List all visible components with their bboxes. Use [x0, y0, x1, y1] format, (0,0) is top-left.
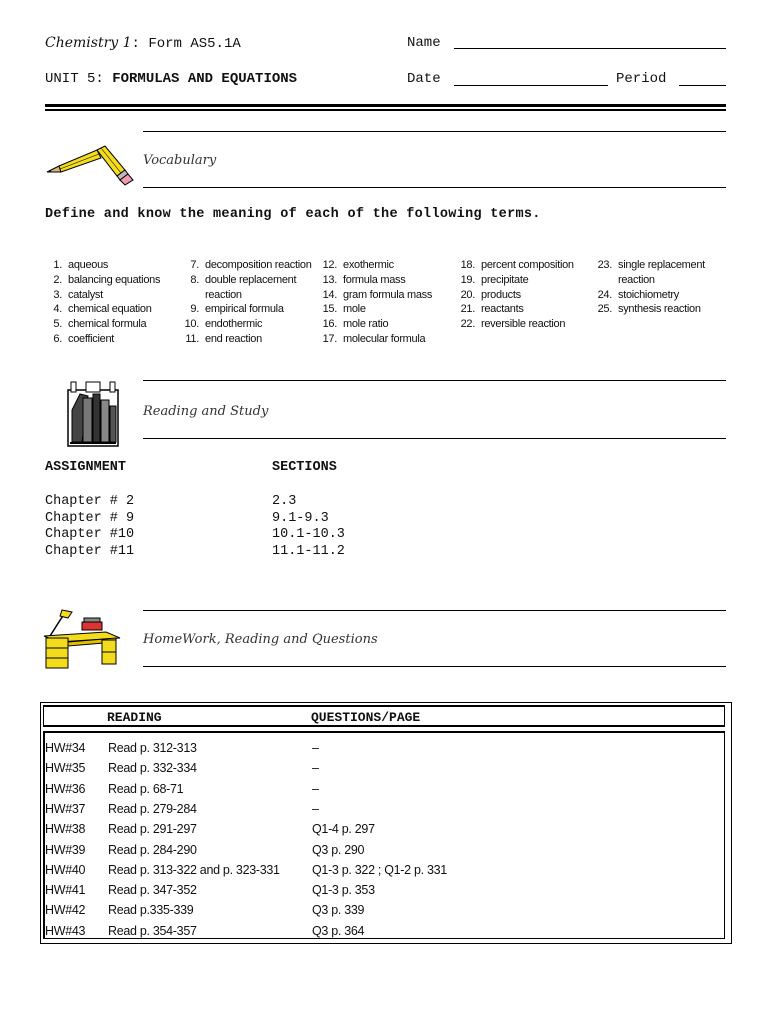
unit-heading — [45, 71, 297, 87]
unit-title: FORMULAS AND EQUATIONS — [112, 71, 298, 87]
homework-row — [45, 779, 723, 799]
vocab-term — [592, 288, 732, 303]
vocab-title: Vocabulary — [143, 153, 217, 168]
reading-band-bottom — [143, 438, 726, 439]
homework-row — [45, 819, 723, 839]
assignment-chapter: Chapter # 2 — [45, 494, 135, 509]
vocab-term-number: 23. — [597, 259, 612, 271]
course-name-script: Chemistry 1 — [45, 35, 132, 51]
form-id: : Form AS5.1A — [131, 36, 241, 52]
vocab-term — [317, 317, 457, 332]
homework-id: HW#40 — [45, 862, 86, 877]
homework-questions: – — [312, 761, 319, 776]
vocab-term-text: reactants — [481, 303, 524, 316]
name-field[interactable] — [407, 35, 441, 51]
vocab-term — [179, 288, 325, 303]
books-icon — [66, 380, 120, 448]
homework-questions: – — [312, 781, 319, 796]
vocab-term-number: 7. — [190, 259, 199, 271]
homework-row — [45, 738, 723, 758]
header-rule-thin — [45, 109, 726, 111]
assignment-sections: 11.1-11.2 — [272, 543, 345, 559]
vocab-term — [455, 302, 595, 317]
vocab-term-number: 6. — [53, 332, 62, 345]
homework-id: HW#36 — [45, 781, 86, 796]
vocab-column-3 — [317, 258, 457, 347]
vocab-term-text: single replacement — [618, 259, 705, 271]
homework-reading: Read p.335-339 — [108, 903, 194, 918]
homework-id: HW#38 — [45, 822, 86, 837]
desk-icon — [42, 608, 122, 672]
homework-table-body — [43, 731, 725, 939]
assignment-sections: 9.1-9.3 — [272, 510, 329, 526]
vocab-term-text: reaction — [618, 273, 655, 286]
vocab-term-text: stoichiometry — [618, 288, 679, 301]
homework-reading: Read p. 312-313 — [108, 741, 197, 755]
homework-questions: Q1-4 p. 297 — [312, 822, 375, 837]
unit-prefix: UNIT 5: — [45, 71, 113, 87]
homework-reading: Read p. 68-71 — [108, 781, 184, 796]
vocab-term-number: 16. — [322, 318, 337, 331]
homework-row — [45, 840, 723, 860]
homework-reading: Read p. 279-284 — [108, 801, 197, 816]
homework-id: HW#41 — [45, 883, 86, 898]
vocab-term-number: 15. — [322, 303, 337, 316]
vocab-term-text: gram formula mass — [343, 288, 433, 301]
homework-reading: Read p. 291-297 — [108, 822, 197, 837]
homework-questions: – — [312, 801, 319, 816]
vocab-term-number: 21. — [460, 303, 475, 316]
vocab-term — [592, 258, 732, 273]
vocab-term-text: double replacement — [205, 273, 297, 286]
vocab-term-number: 11. — [185, 332, 199, 345]
vocab-term-text: synthesis reaction — [618, 303, 701, 316]
homework-row — [45, 860, 723, 880]
vocab-term-number: 24. — [597, 288, 612, 301]
name-line[interactable] — [454, 48, 726, 49]
vocab-term — [455, 273, 595, 288]
vocab-term-number: 8. — [190, 273, 199, 286]
vocab-term-number: 22. — [460, 318, 475, 331]
vocab-term-number: 4. — [53, 303, 62, 316]
homework-table-header — [43, 705, 725, 727]
vocab-term-number: 9. — [190, 303, 199, 316]
vocab-term — [592, 273, 732, 288]
vocab-term-number: 19. — [460, 273, 475, 286]
vocab-column-5 — [592, 258, 732, 317]
vocab-term — [179, 332, 325, 347]
vocab-term-number: 13. — [322, 273, 337, 286]
vocab-term-number: 2. — [53, 273, 62, 286]
vocab-term — [179, 258, 325, 273]
homework-band-top — [143, 610, 726, 611]
vocab-column-4 — [455, 258, 595, 332]
vocab-term-text: endothermic — [205, 318, 263, 331]
date-field[interactable] — [407, 71, 441, 87]
assignment-chapter: Chapter # 9 — [45, 510, 135, 526]
vocab-term — [179, 302, 325, 317]
vocab-term-text: coefficient — [68, 332, 115, 345]
vocab-term — [455, 288, 595, 303]
homework-id: HW#43 — [45, 923, 86, 938]
assignment-sections: 10.1-10.3 — [272, 527, 345, 542]
course-title — [45, 35, 241, 52]
vocab-term-number: 5. — [53, 318, 62, 331]
vocab-term-text: decomposition reaction — [205, 259, 312, 271]
homework-id: HW#35 — [45, 761, 86, 776]
vocab-term-number: 25. — [597, 303, 612, 316]
date-line[interactable] — [454, 85, 608, 86]
homework-reading: Read p. 332-334 — [108, 761, 197, 776]
vocab-term-text: mole — [343, 303, 366, 316]
vocab-term-text: formula mass — [343, 273, 406, 286]
vocab-term — [42, 288, 188, 303]
pencil-icon — [45, 140, 137, 186]
sections-header: SECTIONS — [272, 460, 337, 475]
homework-questions: Q3 p. 364 — [312, 923, 365, 938]
homework-row — [45, 880, 723, 900]
homework-row — [45, 921, 723, 941]
vocab-term-text: catalyst — [68, 288, 103, 301]
vocab-term — [592, 302, 732, 317]
vocab-term-text: precipitate — [481, 273, 529, 286]
homework-row — [45, 758, 723, 778]
homework-questions: – — [312, 741, 319, 755]
vocab-term — [317, 273, 457, 288]
homework-reading: Read p. 313-322 and p. 323-331 — [108, 862, 280, 877]
name-label: Name — [407, 35, 441, 51]
vocab-term-number: 14. — [322, 288, 337, 301]
homework-questions: Q3 p. 290 — [312, 842, 365, 857]
vocab-term — [42, 302, 188, 317]
homework-band-bottom — [143, 666, 726, 667]
vocab-term — [455, 258, 595, 273]
questions-column-header: QUESTIONS/PAGE — [311, 710, 421, 725]
assignment-chapter: Chapter #11 — [45, 543, 135, 559]
vocab-column-2 — [179, 258, 325, 347]
vocab-band-top — [143, 131, 726, 132]
vocab-term-number: 12. — [322, 259, 337, 271]
header-rule-thick — [45, 104, 726, 107]
homework-reading: Read p. 354-357 — [108, 923, 197, 938]
vocab-term-text: empirical formula — [205, 303, 284, 316]
vocab-term-text: reversible reaction — [481, 318, 566, 331]
assignment-list — [45, 494, 445, 560]
vocab-term-text: chemical equation — [68, 303, 152, 316]
vocab-term-number: 17. — [322, 332, 337, 345]
homework-reading: Read p. 284-290 — [108, 842, 197, 857]
vocab-term — [317, 288, 457, 303]
vocab-column-1 — [42, 258, 188, 347]
vocab-term — [317, 302, 457, 317]
vocab-term-text: reaction — [205, 288, 242, 301]
vocab-term-number: 3. — [53, 288, 62, 301]
homework-questions: Q3 p. 339 — [312, 903, 365, 918]
vocab-term-number: 18. — [460, 259, 475, 271]
vocab-term-text: mole ratio — [343, 318, 389, 331]
vocab-term — [317, 258, 457, 273]
vocab-term-text: aqueous — [68, 259, 109, 271]
assignment-row — [45, 494, 445, 511]
vocab-term — [179, 273, 325, 288]
vocab-term-text: exothermic — [343, 259, 394, 271]
period-line[interactable] — [679, 85, 726, 86]
vocab-term — [42, 258, 188, 273]
homework-questions: Q1-3 p. 353 — [312, 883, 375, 898]
homework-id: HW#42 — [45, 903, 86, 918]
vocab-term-text: percent composition — [481, 259, 574, 271]
homework-reading: Read p. 347-352 — [108, 883, 197, 898]
homework-id: HW#34 — [45, 741, 86, 755]
assignment-row — [45, 511, 445, 528]
vocab-term — [42, 273, 188, 288]
vocab-term-number: 1. — [53, 259, 62, 271]
homework-row — [45, 900, 723, 920]
vocab-term — [455, 317, 595, 332]
reading-band-top — [143, 380, 726, 381]
homework-id: HW#39 — [45, 842, 86, 857]
vocab-term — [42, 317, 188, 332]
vocab-term-text: balancing equations — [68, 273, 161, 286]
assignment-sections: 2.3 — [272, 494, 297, 509]
homework-title: HomeWork, Reading and Questions — [143, 632, 378, 647]
reading-title: Reading and Study — [143, 404, 269, 419]
assignment-row — [45, 527, 445, 544]
period-label: Period — [616, 71, 667, 87]
assignment-chapter: Chapter #10 — [45, 527, 135, 542]
vocab-instruction: Define and know the meaning of each of the following terms. — [45, 207, 541, 222]
homework-row — [45, 799, 723, 819]
vocab-band-bottom — [143, 187, 726, 188]
period-field[interactable] — [616, 71, 666, 87]
homework-questions: Q1-3 p. 322 ; Q1-2 p. 331 — [312, 862, 447, 877]
vocab-term-text: products — [481, 288, 521, 301]
vocab-term — [42, 332, 188, 347]
reading-column-header: READING — [107, 710, 162, 725]
homework-id: HW#37 — [45, 801, 86, 816]
assignment-header: ASSIGNMENT — [45, 460, 127, 475]
vocab-term-number: 20. — [460, 288, 475, 301]
vocab-term-text: chemical formula — [68, 318, 147, 331]
vocab-term-text: molecular formula — [343, 332, 426, 345]
assignment-row — [45, 544, 445, 561]
vocab-term — [179, 317, 325, 332]
vocab-term-number: 10. — [184, 318, 199, 331]
vocab-term-text: end reaction — [205, 332, 262, 345]
date-label: Date — [407, 71, 441, 87]
vocab-term — [317, 332, 457, 347]
